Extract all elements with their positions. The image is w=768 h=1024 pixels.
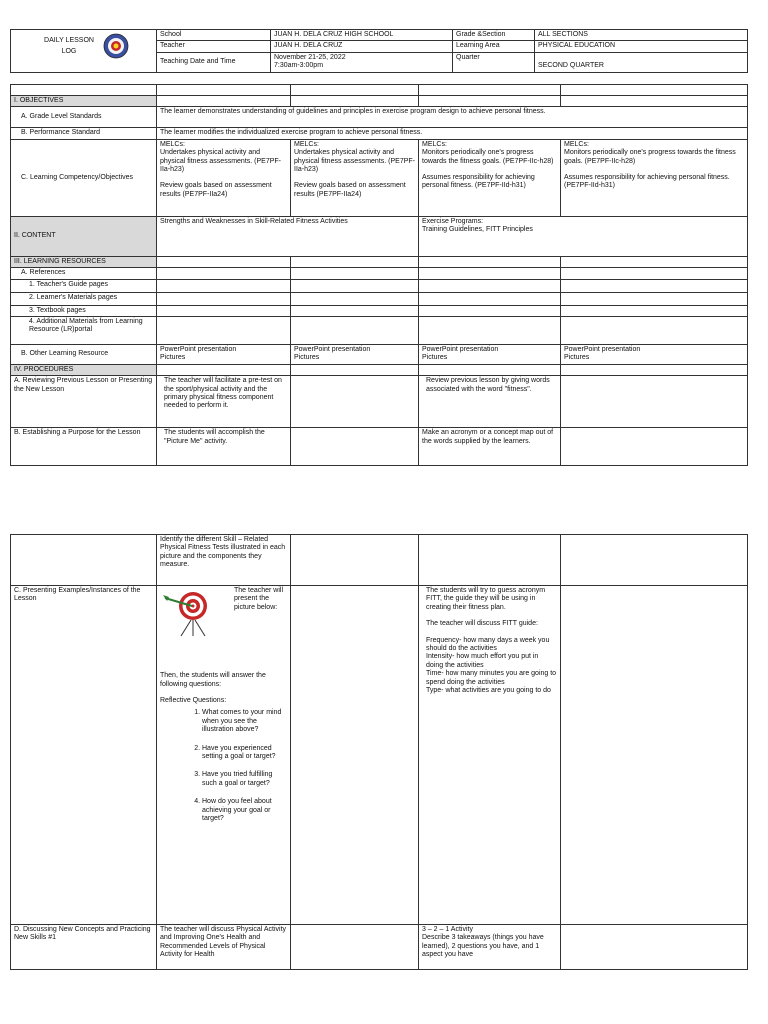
pics-day1: Pictures bbox=[160, 354, 186, 362]
dll-title-line1: DAILY LESSON bbox=[44, 37, 94, 44]
proc-a-day3: Review previous lesson by giving words associated with the word "fitness". bbox=[419, 376, 561, 428]
fitt-intensity: Intensity- how much effort you put in doing the activities bbox=[426, 653, 539, 669]
lc-day1-text2: Review goals based on assessment results (PE7PF-IIa24) bbox=[160, 182, 272, 198]
references-label: A. References bbox=[11, 268, 157, 279]
other-resource-label: B. Other Learning Resource bbox=[11, 345, 157, 365]
pics-day2: Pictures bbox=[294, 354, 320, 362]
grade-label: Grade &Section bbox=[453, 30, 535, 41]
other-resource-day2 bbox=[291, 345, 419, 365]
proc-b-label: B. Establishing a Purpose for the Lesson bbox=[11, 428, 157, 466]
content-day3-line2: Training Guidelines, FITT Principles bbox=[422, 226, 533, 234]
lc-day4 bbox=[561, 139, 748, 216]
ps-label: B. Performance Standard bbox=[11, 128, 157, 139]
fitt-time: Time- how many minutes you are going to spend doing the activities bbox=[426, 670, 557, 686]
proc-c-day1 bbox=[157, 586, 291, 925]
proc-c-label: C. Presenting Examples/Instances of the Lesson bbox=[11, 586, 157, 925]
lm-label: 2. Learner's Materials pages bbox=[11, 292, 157, 305]
proc-c-day1-intro: The teacher will present the picture below: bbox=[234, 587, 284, 611]
proc-d-day3 bbox=[419, 925, 561, 970]
proc-b-day1-cont: Identify the different Skill – Related Physical Fitness Tests illustrated in each picture and the components they measure. bbox=[157, 535, 291, 586]
proc-d-day3-title: 3 – 2 – 1 Activity bbox=[422, 926, 473, 933]
content-day3-line1: Exercise Programs: bbox=[422, 217, 484, 225]
lc-day3-text2: Assumes responsibility for achieving personal fitness. (PE7PF-IId-h31) bbox=[422, 174, 535, 190]
content-day3-4 bbox=[419, 216, 748, 256]
reflective-questions-list bbox=[160, 709, 287, 823]
ps-text: The learner modifies the individualized exercise program to achieve personal fitness. bbox=[157, 128, 748, 139]
proc-c-day3-p1: The students will try to guess acronym FITT, the guide they will be using in creating their fitness plan. bbox=[426, 587, 546, 611]
date-value bbox=[271, 52, 453, 72]
question-4: 4. How do you feel about achieving your goal or target? bbox=[202, 798, 287, 823]
quarter-label: Quarter bbox=[453, 52, 535, 72]
lesson-table-bottom bbox=[10, 534, 748, 970]
proc-c-day1-then: Then, the students will answer the following questions: bbox=[160, 672, 266, 688]
objectives-heading: I. OBJECTIVES bbox=[11, 96, 157, 107]
proc-c-day3 bbox=[419, 586, 561, 925]
ppt-day4: PowerPoint presentation bbox=[564, 346, 641, 354]
header-table bbox=[10, 29, 748, 73]
lc-day2-text1: Undertakes physical activity and physical fitness assessments. (PE7PF-IIa-h23) bbox=[294, 149, 415, 174]
proc-a-day1: The teacher will facilitate a pre-test on the sport/physical activity and the primary physical fitness component needed to perform it. bbox=[157, 376, 291, 428]
lc-day2 bbox=[291, 139, 419, 216]
content-day1-2: Strengths and Weaknesses in Skill-Related Fitness Activities bbox=[157, 216, 419, 256]
gls-text: The learner demonstrates understanding of guidelines and principles in exercise program design to achieve personal fitness. bbox=[157, 107, 748, 128]
fitt-type: Type- what activities are you going to do bbox=[426, 687, 551, 695]
lc-day3 bbox=[419, 139, 561, 216]
teacher-label: Teacher bbox=[157, 41, 271, 52]
proc-b-day1: The students will accomplish the "Picture Me" activity. bbox=[157, 428, 291, 466]
gls-label: A. Grade Level Standards bbox=[11, 107, 157, 128]
lc-day3-melc: MELCs: bbox=[422, 140, 447, 148]
archery-target-icon bbox=[161, 590, 225, 641]
ppt-day3: PowerPoint presentation bbox=[422, 346, 499, 354]
tb-label: 3. Textbook pages bbox=[11, 305, 157, 316]
lc-label: C. Learning Competency/Objectives bbox=[11, 139, 157, 216]
pics-day3: Pictures bbox=[422, 354, 448, 362]
proc-d-day1: The teacher will discuss Physical Activity and Improving One's Health and Recommended Levels of Physical Activity for Health bbox=[157, 925, 291, 970]
lc-day1-text1: Undertakes physical activity and physical fitness assessments. (PE7PF-IIa-h23) bbox=[160, 149, 281, 174]
lc-day2-melc: MELCs: bbox=[294, 140, 319, 148]
other-resource-day1 bbox=[157, 345, 291, 365]
pics-day4: Pictures bbox=[564, 354, 590, 362]
quarter-value: SECOND QUARTER bbox=[535, 52, 748, 72]
lc-day4-melc: MELCs: bbox=[564, 140, 589, 148]
tg-label: 1. Teacher's Guide pages bbox=[11, 279, 157, 292]
teacher-value: JUAN H. DELA CRUZ bbox=[271, 41, 453, 52]
proc-a-label: A. Reviewing Previous Lesson or Presenting the New Lesson bbox=[11, 376, 157, 428]
proc-c-day3-p2: The teacher will discuss FITT guide: bbox=[426, 620, 538, 628]
date-label: Teaching Date and Time bbox=[157, 52, 271, 72]
deped-seal-icon bbox=[103, 33, 129, 62]
date-value-line1: November 21-25, 2022 bbox=[274, 53, 346, 61]
reflective-questions-label: Reflective Questions: bbox=[160, 697, 227, 705]
question-2: 2. Have you experienced setting a goal or target? bbox=[202, 745, 287, 762]
resources-heading: III. LEARNING RESOURCES bbox=[11, 256, 157, 267]
lc-day4-text2: Assumes responsibility for achieving personal fitness. (PE7PF-IId-h31) bbox=[564, 174, 730, 190]
content-label: II. CONTENT bbox=[11, 216, 157, 256]
ppt-day1: PowerPoint presentation bbox=[160, 346, 237, 354]
school-label: School bbox=[157, 30, 271, 41]
lesson-table-top bbox=[10, 84, 748, 466]
area-label: Learning Area bbox=[453, 41, 535, 52]
date-value-line2: 7:30am-3:00pm bbox=[274, 62, 324, 70]
fitt-frequency: Frequency- how many days a week you should do the activities bbox=[426, 636, 550, 653]
lc-day1-melc: MELCs: bbox=[160, 140, 185, 148]
grade-value: ALL SECTIONS bbox=[535, 30, 748, 41]
lc-day4-text1: Monitors periodically one's progress towards the fitness goals. (PE7PF-IIc-h28) bbox=[564, 149, 736, 165]
other-resource-day3 bbox=[419, 345, 561, 365]
proc-b-day3: Make an acronym or a concept map out of the words supplied by the learners. bbox=[419, 428, 561, 466]
school-value: JUAN H. DELA CRUZ HIGH SCHOOL bbox=[271, 30, 453, 41]
ppt-day2: PowerPoint presentation bbox=[294, 346, 371, 354]
proc-d-day3-text: Describe 3 takeaways (things you have learned), 2 questions you have, and 1 aspect you have bbox=[422, 934, 544, 959]
proc-d-label: D. Discussing New Concepts and Practicing New Skills #1 bbox=[11, 925, 157, 970]
lc-day2-text2: Review goals based on assessment results (PE7PF-IIa24) bbox=[294, 182, 406, 198]
dll-title bbox=[11, 30, 157, 73]
lc-day3-text1: Monitors periodically one's progress towards the fitness goals. (PE7PF-IIc-h28) bbox=[422, 149, 554, 165]
lc-day1 bbox=[157, 139, 291, 216]
other-resource-day4 bbox=[561, 345, 748, 365]
dll-title-line2: LOG bbox=[61, 48, 77, 55]
area-value: PHYSICAL EDUCATION bbox=[535, 41, 748, 52]
am-label: 4. Additional Materials from Learning Resource (LR)portal bbox=[11, 317, 157, 345]
question-3: 3. Have you tried fulfilling such a goal or target? bbox=[202, 771, 287, 788]
question-1: 1. What comes to your mind when you see the illustration above? bbox=[202, 709, 287, 734]
procedures-heading: IV. PROCEDURES bbox=[11, 364, 157, 375]
